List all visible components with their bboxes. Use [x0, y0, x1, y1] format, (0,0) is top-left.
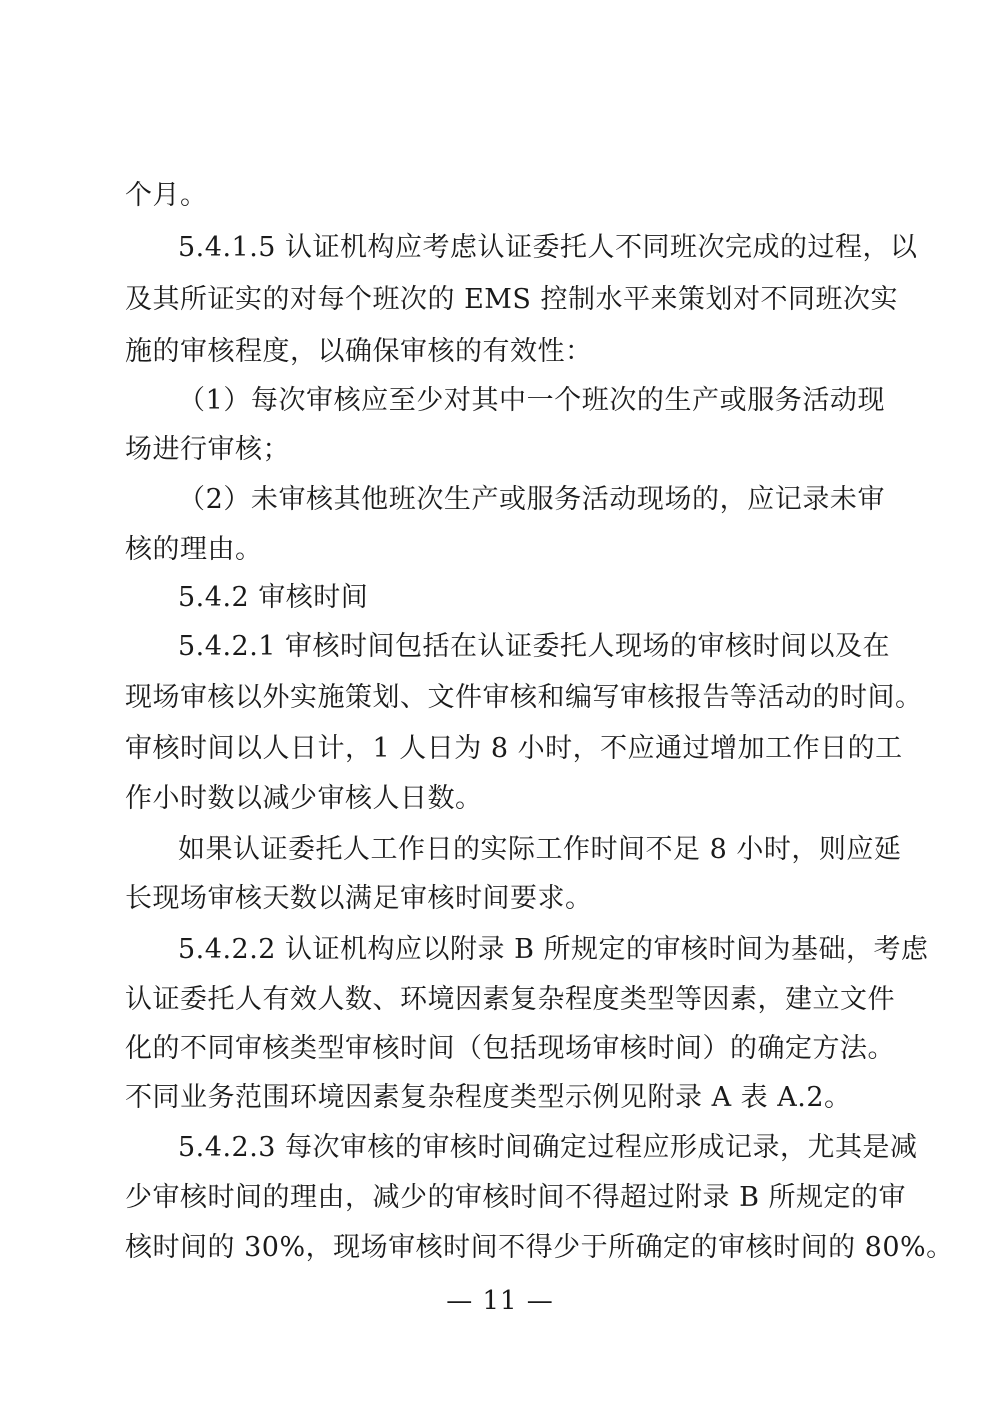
page-number: — 11 — — [446, 1286, 554, 1316]
text-line: 现场审核以外实施策划、文件审核和编写审核报告等活动的时间。 — [125, 682, 923, 713]
text-line: 5.4.2.1 审核时间包括在认证委托人现场的审核时间以及在 — [178, 631, 891, 662]
text-line: 5.4.2.3 每次审核的审核时间确定过程应形成记录，尤其是减 — [178, 1132, 918, 1163]
text-line: 个月。 — [125, 180, 208, 211]
text-line: 认证委托人有效人数、环境因素复杂程度类型等因素，建立文件 — [125, 984, 895, 1015]
section-heading: 5.4.2 审核时间 — [178, 582, 369, 613]
text-line: 施的审核程度，以确保审核的有效性： — [125, 336, 593, 367]
text-line: 场进行审核； — [125, 434, 290, 465]
text-line: 作小时数以减少审核人日数。 — [125, 783, 483, 814]
text-line: 5.4.2.2 认证机构应以附录 B 所规定的审核时间为基础，考虑 — [178, 934, 929, 965]
text-line: 长现场审核天数以满足审核时间要求。 — [125, 883, 593, 914]
text-line: 如果认证委托人工作日的实际工作时间不足 8 小时，则应延 — [178, 834, 902, 865]
text-line: 5.4.1.5 认证机构应考虑认证委托人不同班次完成的过程，以 — [178, 232, 918, 263]
text-line: 不同业务范围环境因素复杂程度类型示例见附录 A 表 A.2。 — [125, 1082, 852, 1113]
text-line: （1）每次审核应至少对其中一个班次的生产或服务活动现 — [178, 385, 885, 416]
text-line: 化的不同审核类型审核时间（包括现场审核时间）的确定方法。 — [125, 1033, 895, 1064]
text-line: 核的理由。 — [125, 534, 263, 565]
text-line: （2）未审核其他班次生产或服务活动现场的，应记录未审 — [178, 484, 885, 515]
text-line: 少审核时间的理由，减少的审核时间不得超过附录 B 所规定的审 — [125, 1182, 907, 1213]
text-line: 审核时间以人日计，1 人日为 8 小时，不应通过增加工作日的工 — [125, 733, 903, 764]
text-line: 核时间的 30%，现场审核时间不得少于所确定的审核时间的 80%。 — [125, 1232, 954, 1263]
text-line: 及其所证实的对每个班次的 EMS 控制水平来策划对不同班次实 — [125, 284, 899, 315]
